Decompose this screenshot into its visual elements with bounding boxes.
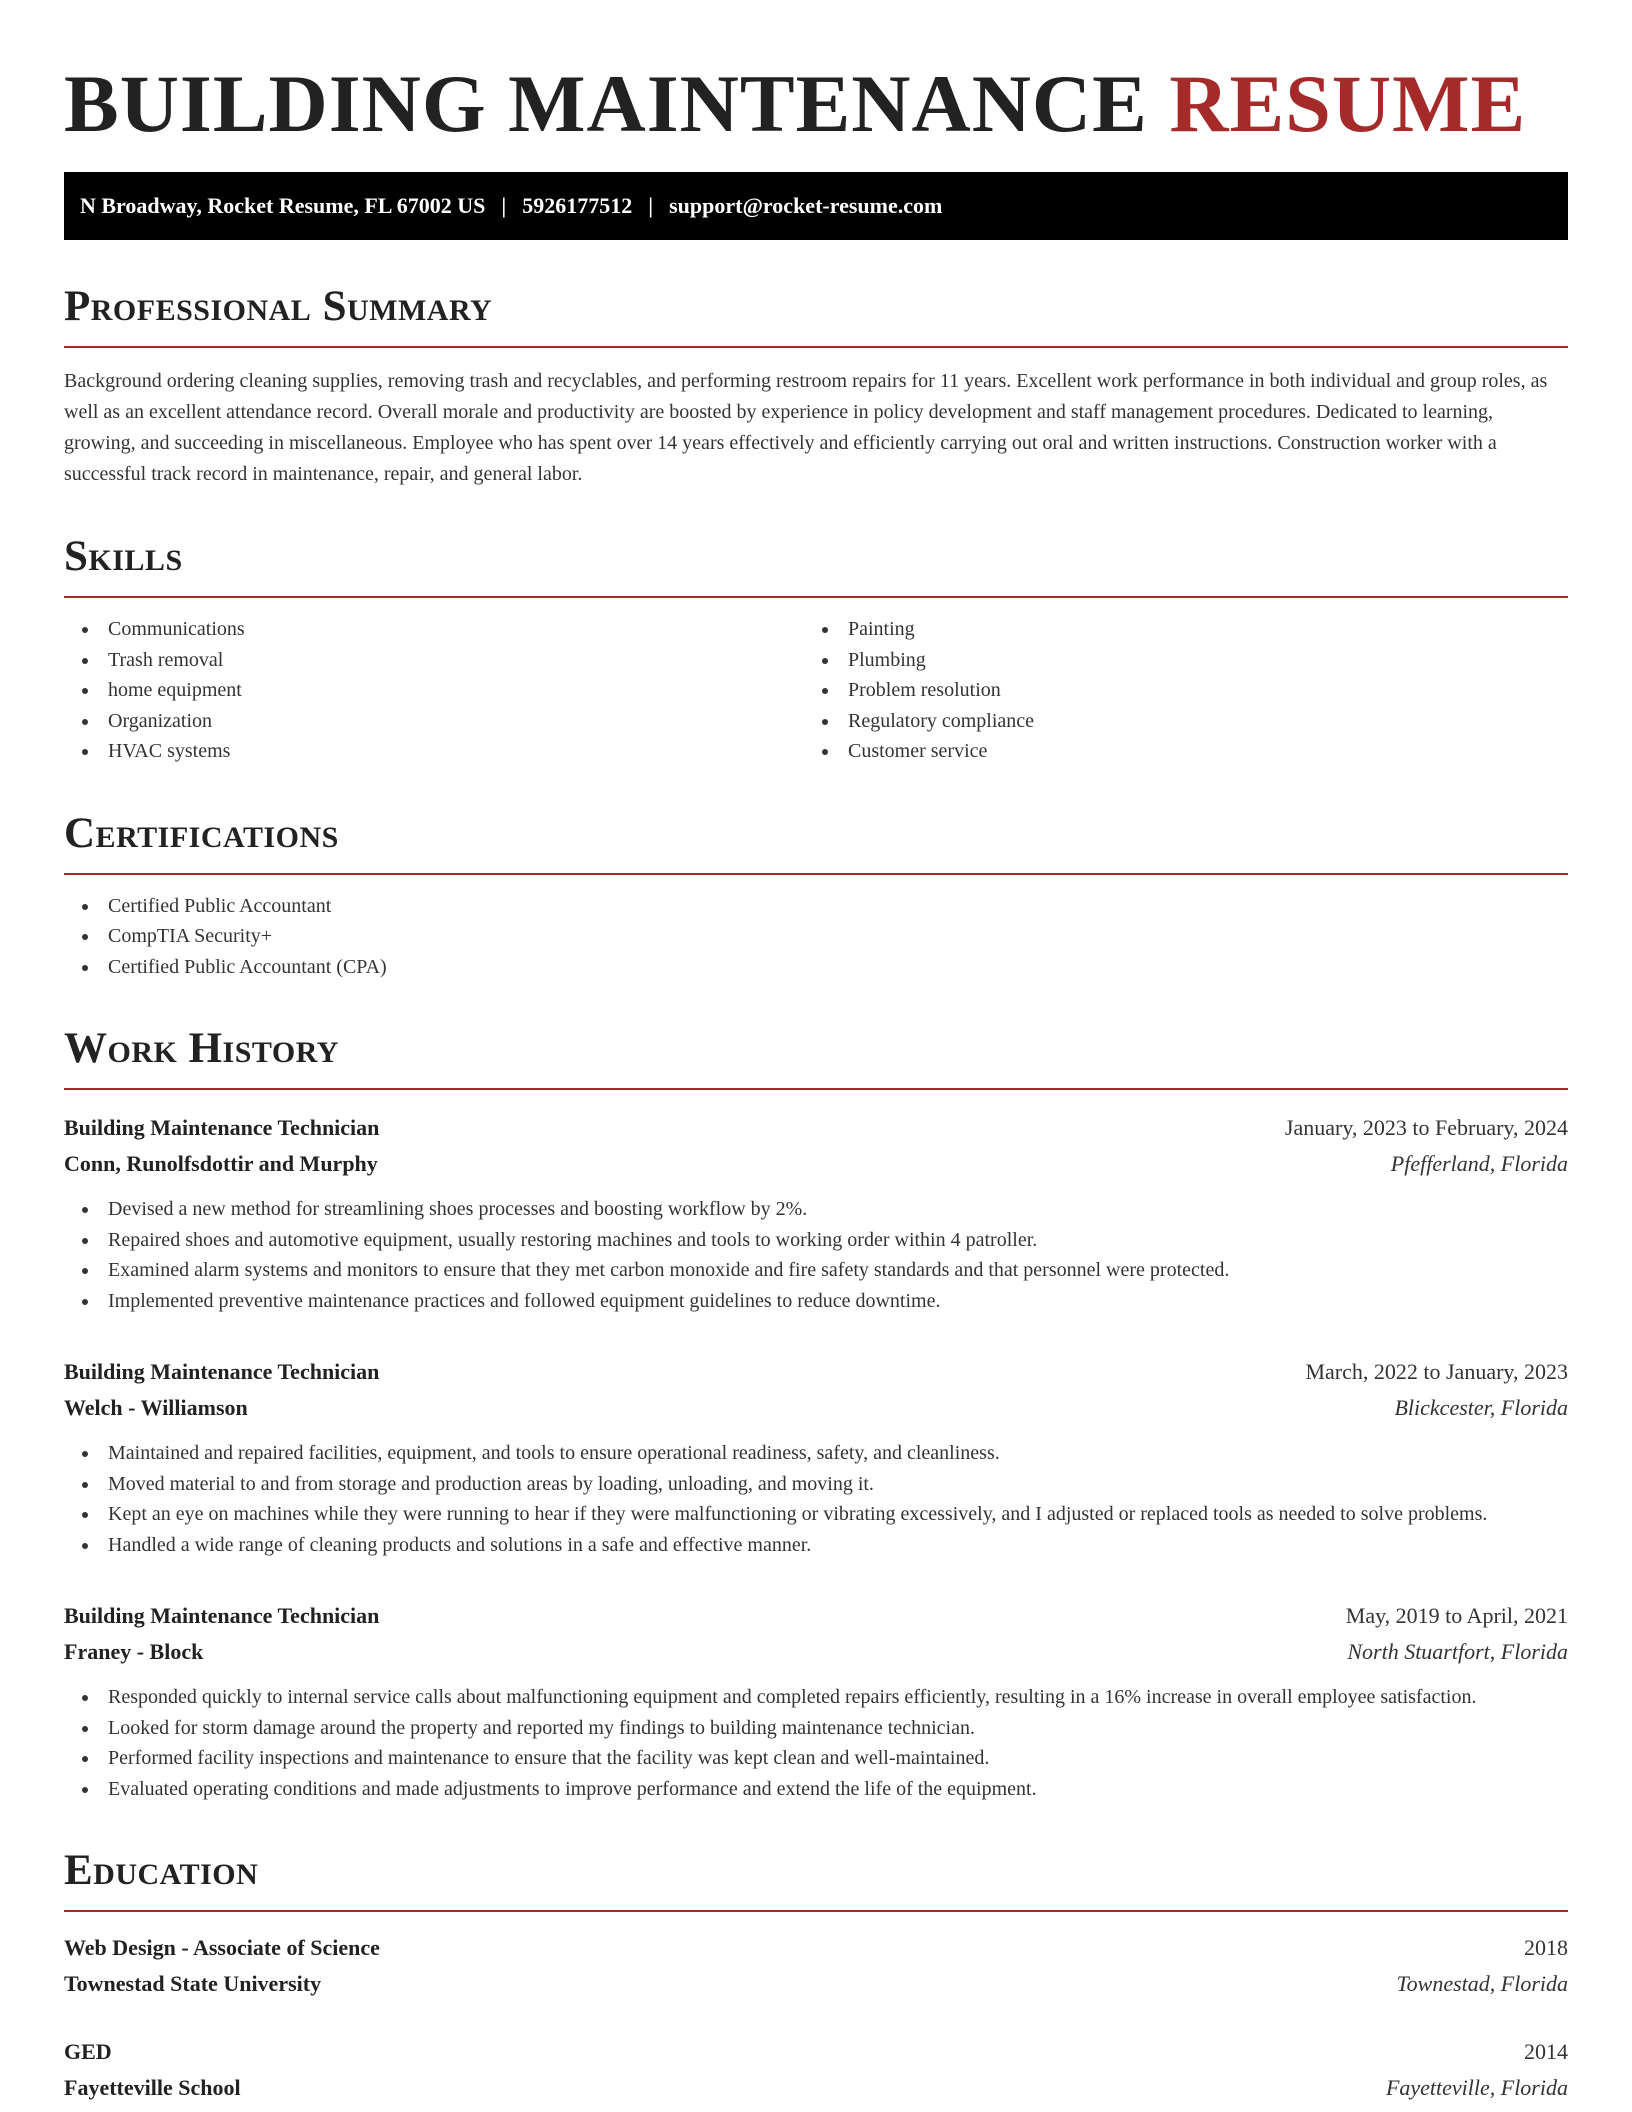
- job-bullet: Devised a new method for streamlining shoes processes and boosting workflow by 2%.: [64, 1194, 1568, 1225]
- skill-item: Customer service: [804, 736, 1544, 767]
- section-title-skills: Skills: [64, 532, 1568, 598]
- job-company: Franey - Block: [64, 1639, 204, 1664]
- job-bullet: Evaluated operating conditions and made adjustments to improve performance and extend the life of the equipment.: [64, 1774, 1568, 1805]
- job-company: Welch - Williamson: [64, 1395, 248, 1420]
- job-location: North Stuartfort, Florida: [1347, 1639, 1568, 1664]
- section-title-education: Education: [64, 1846, 1568, 1912]
- job-role: Building Maintenance Technician: [64, 1115, 380, 1140]
- job-bullet: Responded quickly to internal service calls about malfunctioning equipment and completed repairs efficiently, resulting in a 16% increase in overall employee satisfaction.: [64, 1682, 1568, 1713]
- education-school: Fayetteville School: [64, 2075, 241, 2100]
- job-entry: [64, 1354, 1568, 1560]
- summary-text: Background ordering cleaning supplies, removing trash and recyclables, and performing restroom repairs for 11 years. Excellent work performance in both individual and group roles, as well as an excellent attendance record. Overall morale and productivity are boosted by experience in policy development and staff management procedures. Dedicated to learning, growing, and succeeding in miscellaneous. Employee who has spent over 14 years effectively and efficiently carrying out oral and written instructions. Construction worker with a successful track record in maintenance, repair, and general labor.: [64, 370, 1548, 485]
- job-header-row: [64, 1598, 1568, 1634]
- education-entry: [64, 2034, 1568, 2106]
- skill-item: Painting: [804, 614, 1544, 645]
- skill-item: Problem resolution: [804, 675, 1544, 706]
- job-location: Blickcester, Florida: [1394, 1395, 1568, 1420]
- education-school: Townestad State University: [64, 1971, 322, 1996]
- skills-list-left: [64, 614, 804, 767]
- certifications-list: [64, 891, 1568, 983]
- resume-title-accent: RESUME: [1169, 58, 1527, 149]
- contact-separator: |: [648, 193, 654, 218]
- contact-email: support@rocket-resume.com: [669, 193, 943, 218]
- skill-item: Regulatory compliance: [804, 706, 1544, 737]
- job-header-row: [64, 1354, 1568, 1390]
- work-history-section: [64, 1024, 1568, 1804]
- skill-item: Communications: [64, 614, 804, 645]
- education-degree: GED: [64, 2039, 112, 2064]
- skill-item: Plumbing: [804, 645, 1544, 676]
- job-bullets: [64, 1682, 1568, 1804]
- skills-section: [64, 532, 1568, 767]
- job-bullet: Handled a wide range of cleaning products and solutions in a safe and effective manner.: [64, 1530, 1568, 1561]
- job-dates: March, 2022 to January, 2023: [1305, 1359, 1568, 1384]
- job-company-row: [64, 1146, 1568, 1182]
- certification-item: CompTIA Security+: [64, 921, 1568, 952]
- education-degree-row: [64, 1930, 1568, 1966]
- job-company-row: [64, 1634, 1568, 1670]
- job-bullet: Moved material to and from storage and production areas by loading, unloading, and moving it.: [64, 1469, 1568, 1500]
- job-bullets: [64, 1438, 1568, 1560]
- job-bullet: Performed facility inspections and maintenance to ensure that the facility was kept clean and well-maintained.: [64, 1743, 1568, 1774]
- skills-grid: [64, 614, 1568, 767]
- job-header-row: [64, 1110, 1568, 1146]
- education-year: 2014: [1524, 2039, 1568, 2064]
- resume-title: [64, 58, 1568, 150]
- skill-item: Organization: [64, 706, 804, 737]
- job-bullet: Examined alarm systems and monitors to ensure that they met carbon monoxide and fire safety standards and that personnel were protected.: [64, 1255, 1568, 1286]
- education-location: Townestad, Florida: [1396, 1971, 1568, 1996]
- certification-item: Certified Public Accountant (CPA): [64, 952, 1568, 983]
- education-school-row: [64, 1966, 1568, 2002]
- skills-list-right: [804, 614, 1544, 767]
- section-title-certifications: Certifications: [64, 809, 1568, 875]
- resume-page: [64, 0, 1568, 2106]
- section-title-work-history: Work History: [64, 1024, 1568, 1090]
- job-bullet: Kept an eye on machines while they were running to hear if they were malfunctioning or vibrating excessively, and I adjusted or replaced tools as needed to solve problems.: [64, 1499, 1568, 1530]
- job-entry: [64, 1598, 1568, 1804]
- job-role: Building Maintenance Technician: [64, 1603, 380, 1628]
- job-company-row: [64, 1390, 1568, 1426]
- summary-section: [64, 282, 1568, 490]
- job-entry: [64, 1110, 1568, 1316]
- certifications-section: [64, 809, 1568, 983]
- job-bullet: Repaired shoes and automotive equipment, usually restoring machines and tools to working order within 4 patroller.: [64, 1225, 1568, 1256]
- job-dates: May, 2019 to April, 2021: [1345, 1603, 1568, 1628]
- job-role: Building Maintenance Technician: [64, 1359, 380, 1384]
- skill-item: Trash removal: [64, 645, 804, 676]
- section-title-summary: Professional Summary: [64, 282, 1568, 348]
- job-location: Pfefferland, Florida: [1390, 1151, 1568, 1176]
- job-bullet: Maintained and repaired facilities, equipment, and tools to ensure operational readiness, safety, and cleanliness.: [64, 1438, 1568, 1469]
- contact-address: N Broadway, Rocket Resume, FL 67002 US: [80, 193, 486, 218]
- job-bullets: [64, 1194, 1568, 1316]
- job-bullet: Looked for storm damage around the property and reported my findings to building maintenance technician.: [64, 1713, 1568, 1744]
- contact-separator: |: [501, 193, 507, 218]
- education-section: [64, 1846, 1568, 2106]
- education-location: Fayetteville, Florida: [1385, 2075, 1568, 2100]
- skill-item: home equipment: [64, 675, 804, 706]
- resume-title-main: BUILDING MAINTENANCE: [64, 58, 1148, 149]
- education-degree: Web Design - Associate of Science: [64, 1935, 380, 1960]
- job-bullet: Implemented preventive maintenance practices and followed equipment guidelines to reduce downtime.: [64, 1286, 1568, 1317]
- education-year: 2018: [1524, 1935, 1568, 1960]
- education-entry: [64, 1930, 1568, 2002]
- contact-bar: [64, 172, 1568, 240]
- education-school-row: [64, 2070, 1568, 2106]
- contact-phone: 5926177512: [522, 193, 633, 218]
- education-degree-row: [64, 2034, 1568, 2070]
- certification-item: Certified Public Accountant: [64, 891, 1568, 922]
- job-dates: January, 2023 to February, 2024: [1284, 1115, 1568, 1140]
- skill-item: HVAC systems: [64, 736, 804, 767]
- job-company: Conn, Runolfsdottir and Murphy: [64, 1151, 378, 1176]
